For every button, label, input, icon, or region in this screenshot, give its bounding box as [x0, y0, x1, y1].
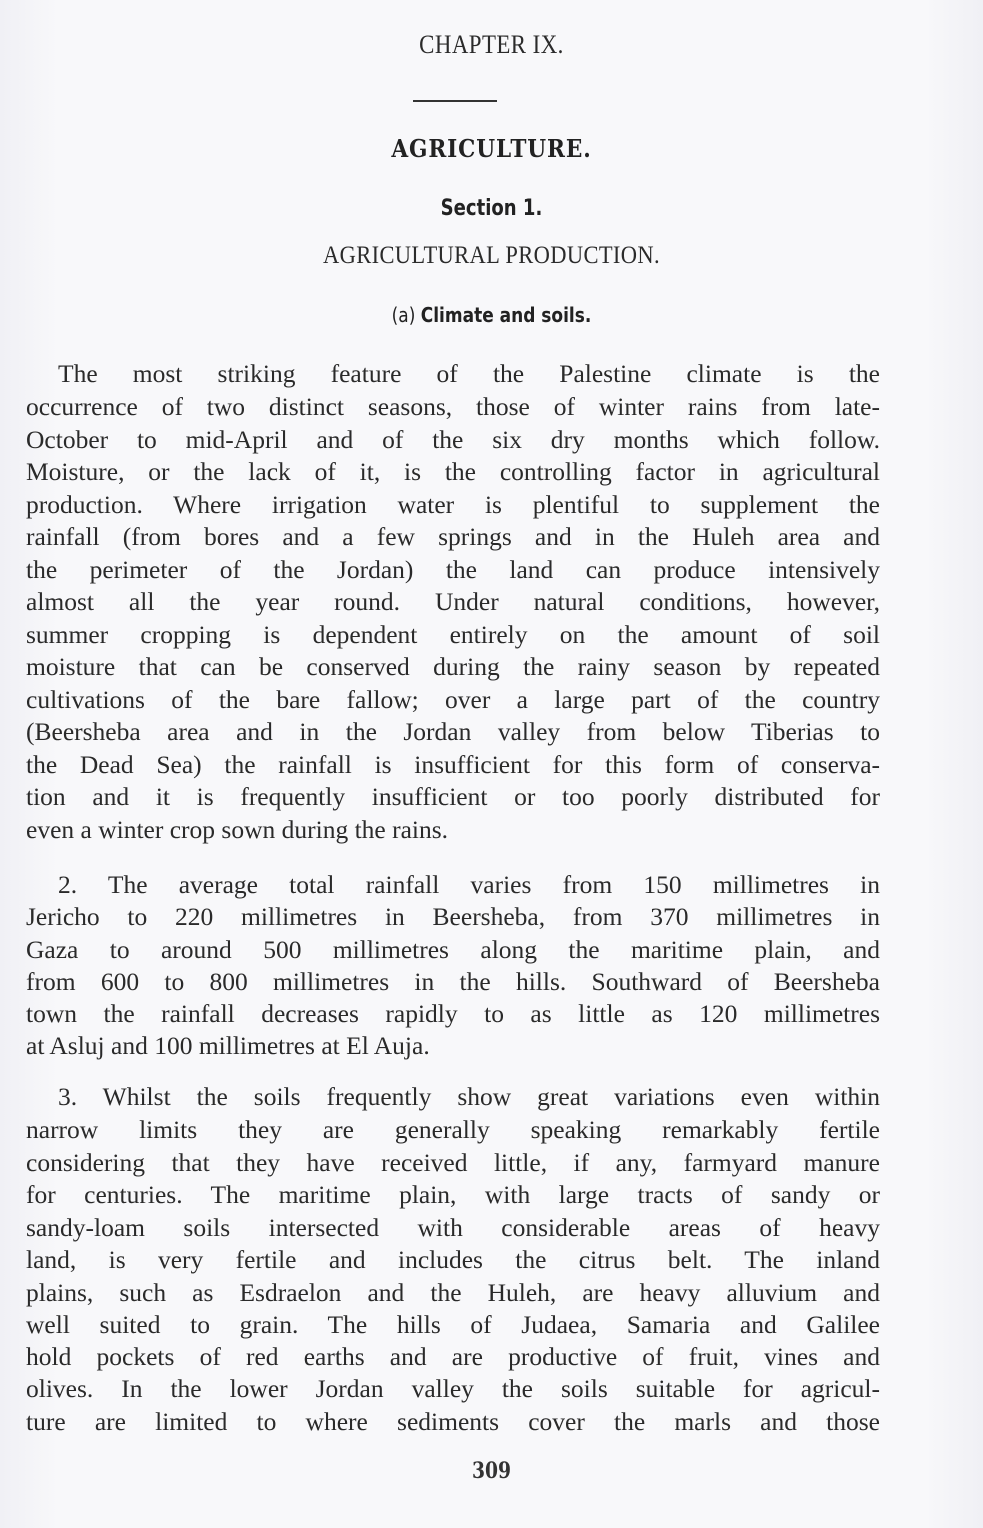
text-line: town the rainfall decreases rapidly to as little as 120 millimetres — [26, 999, 880, 1028]
text-line: production. Where irrigation water is plentiful to supplement the — [26, 490, 880, 519]
heading-divider — [413, 100, 497, 102]
text-line: the perimeter of the Jordan) the land can produce intensively — [26, 555, 880, 584]
text-line: moisture that can be conserved during the rainy season by repeated — [26, 652, 880, 681]
text-line: plains, such as Esdraelon and the Huleh, are heavy alluvium and — [26, 1278, 880, 1307]
text-line: even a winter crop sown during the rains. — [26, 815, 449, 844]
text-line: sandy-loam soils intersected with considerable areas of heavy — [26, 1213, 880, 1242]
text-line: 2. The average total rainfall varies from 150 millimetres in — [58, 870, 880, 899]
text-line: 3. Whilst the soils frequently show great variations even within — [58, 1082, 880, 1111]
text-line: (Beersheba area and in the Jordan valley from below Tiberias to — [26, 717, 880, 746]
text-line: cultivations of the bare fallow; over a large part of the country — [26, 685, 880, 714]
subsection-heading — [74, 303, 910, 327]
text-line: narrow limits they are generally speaking remarkably fertile — [26, 1115, 880, 1144]
section-title: AGRICULTURAL PRODUCTION. — [323, 242, 660, 269]
text-line: ture are limited to where sediments cover the marls and those — [26, 1407, 880, 1436]
text-line: The most striking feature of the Palestine climate is the — [58, 359, 880, 388]
text-line: October to mid-April and of the six dry months which follow. — [26, 425, 880, 454]
text-line: tion and it is frequently insufficient or too poorly distributed for — [26, 782, 880, 811]
section-heading: Section 1. — [440, 196, 543, 221]
subsection-label: (a) — [391, 303, 416, 327]
text-line: occurrence of two distinct seasons, those of winter rains from late- — [26, 392, 880, 421]
text-line: well suited to grain. The hills of Judaea, Samaria and Galilee — [26, 1310, 880, 1339]
text-line: from 600 to 800 millimetres in the hills. Southward of Beersheba — [26, 967, 880, 996]
text-line: hold pockets of red earths and are productive of fruit, vines and — [26, 1342, 880, 1371]
text-line: for centuries. The maritime plain, with large tracts of sandy or — [26, 1180, 880, 1209]
text-line: Jericho to 220 millimetres in Beersheba, from 370 millimetres in — [26, 902, 880, 931]
text-line: rainfall (from bores and a few springs and in the Huleh area and — [26, 522, 880, 551]
page-number: 309 — [471, 1458, 512, 1484]
text-line: Gaza to around 500 millimetres along the maritime plain, and — [26, 935, 880, 964]
text-line: the Dead Sea) the rainfall is insufficient for this form of conserva- — [26, 750, 880, 779]
text-line: at Asluj and 100 millimetres at El Auja. — [26, 1031, 430, 1060]
text-line: summer cropping is dependent entirely on the amount of soil — [26, 620, 880, 649]
chapter-heading: CHAPTER IX. — [419, 30, 564, 59]
text-line: Moisture, or the lack of it, is the controlling factor in agricultural — [26, 457, 880, 486]
text-line: land, is very fertile and includes the citrus belt. The inland — [26, 1245, 880, 1274]
subsection-title: Climate and soils. — [420, 303, 592, 327]
text-line: olives. In the lower Jordan valley the soils suitable for agricul- — [26, 1374, 880, 1403]
text-line: considering that they have received little, if any, farmyard manure — [26, 1148, 880, 1177]
text-line: almost all the year round. Under natural conditions, however, — [26, 587, 880, 616]
page-title: AGRICULTURE. — [391, 134, 592, 163]
